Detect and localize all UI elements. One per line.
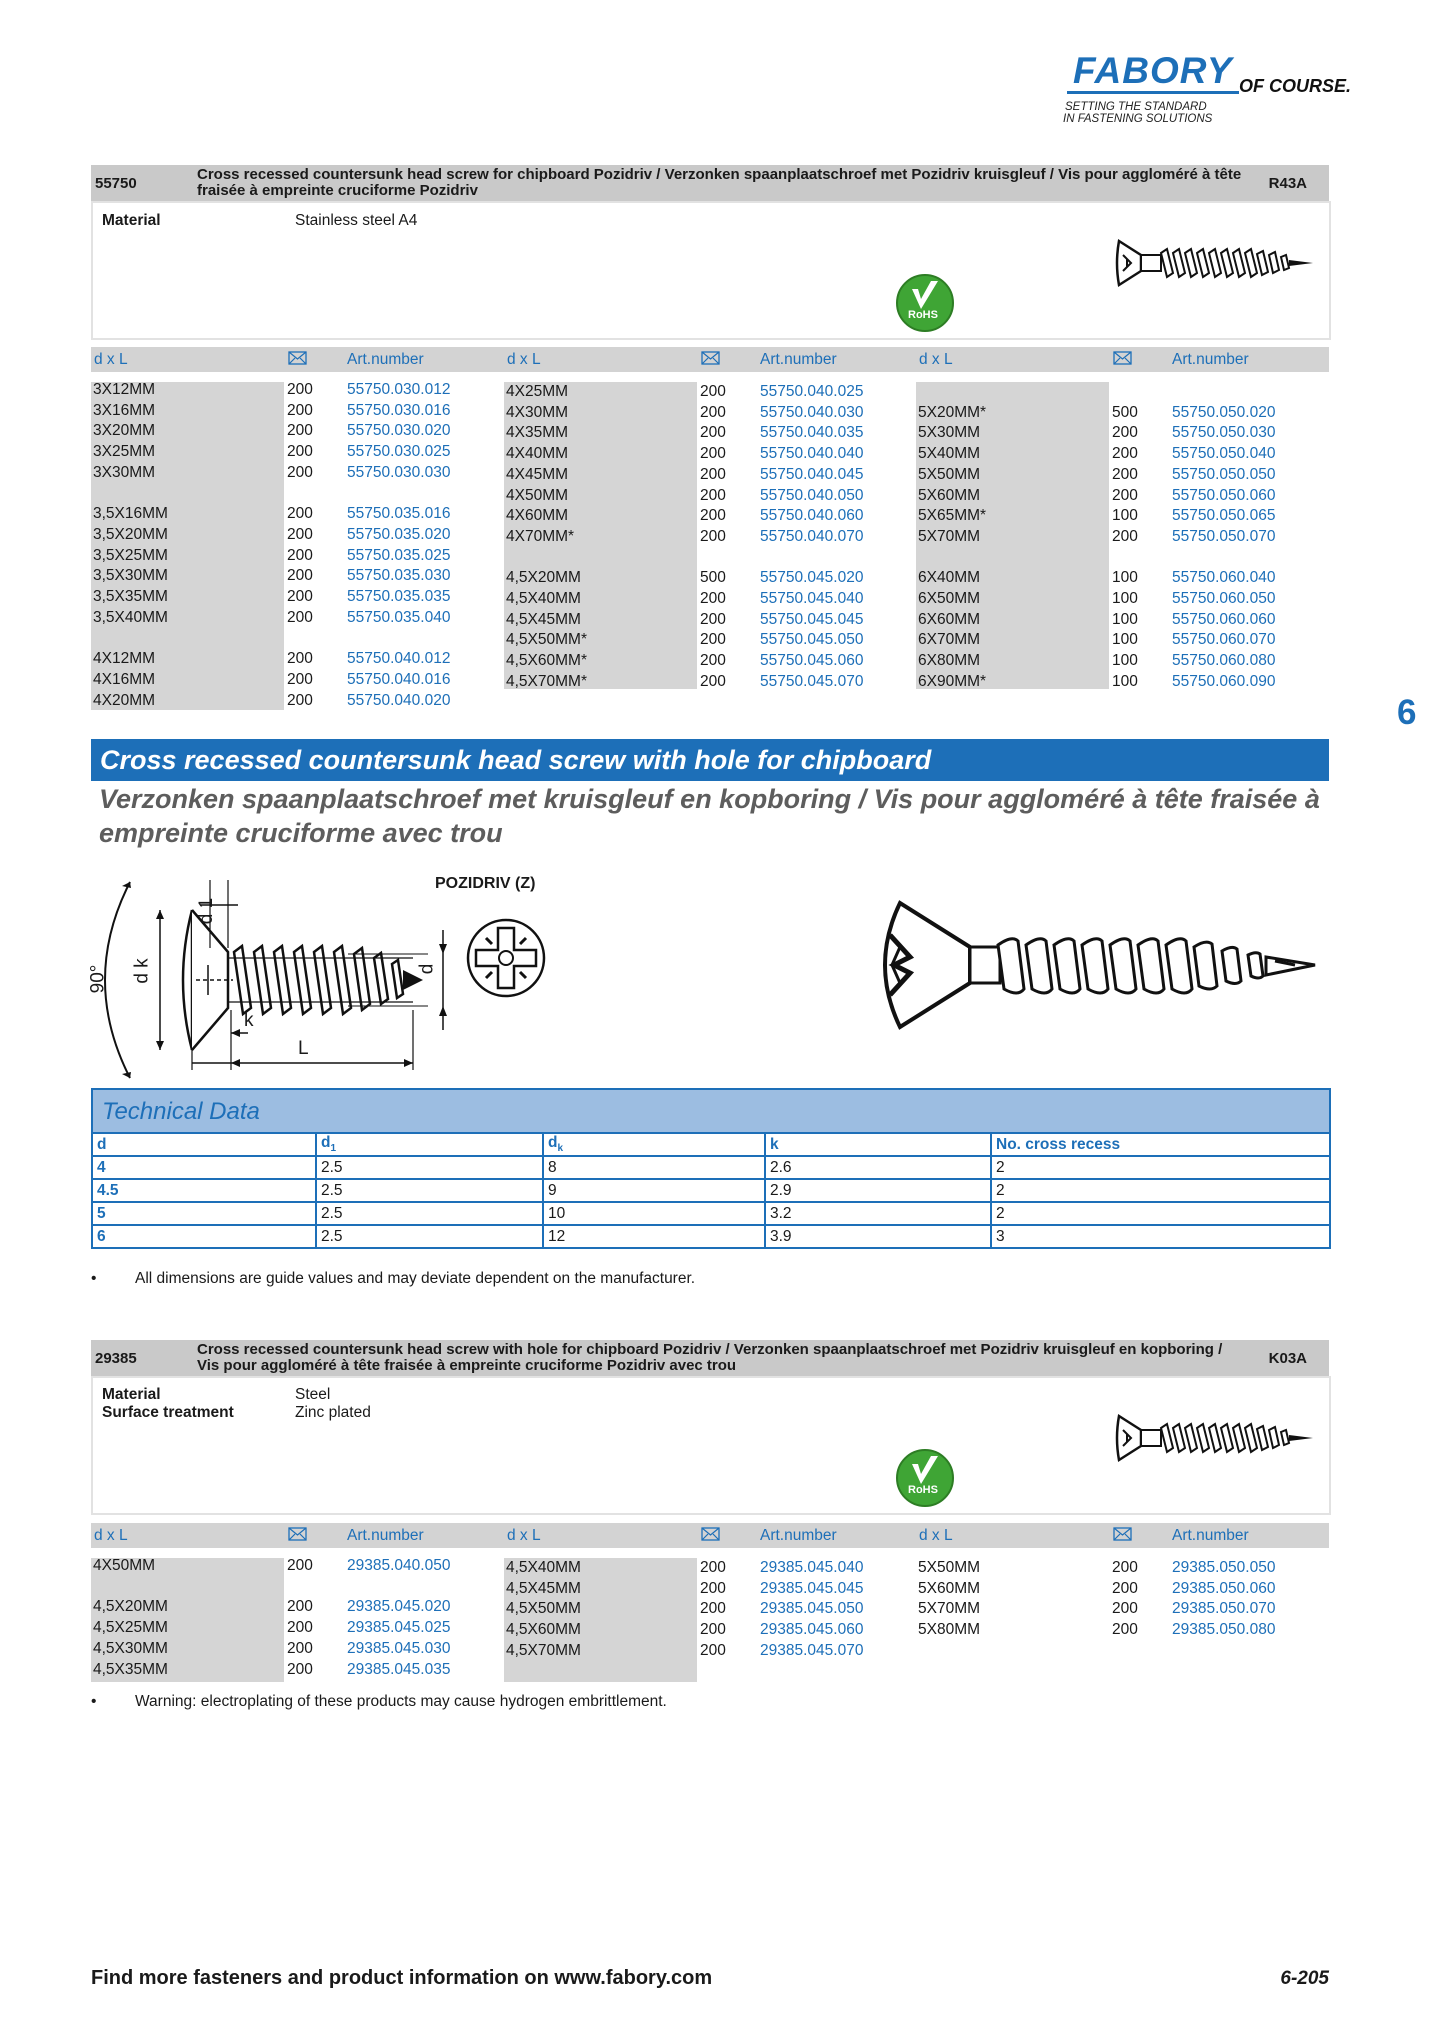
rohs-label: RoHS xyxy=(908,309,938,321)
article-number-link[interactable]: 55750.050.040 xyxy=(1172,445,1276,463)
product2-number: 29385 xyxy=(95,1350,137,1367)
size-cell: 5X70MM xyxy=(918,1600,981,1618)
quantity-cell: 200 xyxy=(287,691,313,709)
technical-data-table xyxy=(91,1088,1331,1249)
article-number-link[interactable]: 29385.045.070 xyxy=(760,1641,864,1659)
rohs-check-icon xyxy=(895,273,955,333)
quantity-cell: 200 xyxy=(700,1559,726,1576)
size-cell: 4,5X30MM xyxy=(93,1639,168,1657)
size-cell: 3X20MM xyxy=(93,422,156,440)
product1-title: Cross recessed countersunk head screw for chipboard Pozidriv / Verzonken spaanplaatschroef met Pozidriv kruisgleuf / Vis pour aggloméré à tête fraisée à empreinte cruciforme Pozidriv xyxy=(197,166,1242,199)
size-cell: 4,5X60MM xyxy=(506,1621,581,1639)
material-label: Material xyxy=(102,1386,161,1403)
quantity-cell: 200 xyxy=(1112,445,1138,463)
quantity-cell: 200 xyxy=(700,527,726,545)
product2-screw-image xyxy=(1113,1408,1319,1468)
quantity-cell: 200 xyxy=(287,1639,313,1657)
header-art-2: Art.number xyxy=(760,1527,837,1544)
brand-underline xyxy=(1067,91,1239,94)
quantity-cell: 100 xyxy=(1112,610,1138,628)
section-title-bar xyxy=(91,739,1329,781)
brand-tagline-2: IN FASTENING SOLUTIONS xyxy=(1063,113,1213,125)
size-cell: 4,5X45MM xyxy=(506,1579,581,1597)
quantity-cell: 200 xyxy=(700,1641,726,1659)
size-cell: 4X50MM xyxy=(506,486,569,504)
td-d1: 2.5 xyxy=(316,1225,543,1247)
article-number-link[interactable]: 29385.050.080 xyxy=(1172,1621,1276,1639)
quantity-cell: 100 xyxy=(1112,631,1138,649)
article-number-link[interactable]: 55750.040.060 xyxy=(760,507,864,525)
quantity-cell: 200 xyxy=(1112,424,1138,442)
size-cell: 3,5X16MM xyxy=(93,505,168,523)
article-number-link[interactable]: 55750.035.025 xyxy=(347,546,451,564)
article-number-link[interactable]: 55750.035.030 xyxy=(347,567,451,585)
th-dk xyxy=(543,1134,765,1156)
article-number-link[interactable]: 55750.050.070 xyxy=(1172,527,1276,545)
article-number-link[interactable]: 55750.040.012 xyxy=(347,650,451,668)
size-cell: 5X60MM xyxy=(918,1579,981,1597)
size-cell: 5X80MM xyxy=(918,1621,981,1639)
table-row xyxy=(93,1156,1329,1179)
article-number-link[interactable]: 55750.050.065 xyxy=(1172,507,1276,525)
technical-data-title: Technical Data xyxy=(102,1098,260,1125)
header-art-3: Art.number xyxy=(1172,351,1249,368)
article-number-link[interactable]: 55750.045.040 xyxy=(760,590,864,607)
article-number-link[interactable]: 55750.060.090 xyxy=(1172,672,1276,690)
article-number-link[interactable]: 29385.045.050 xyxy=(760,1600,864,1618)
section-title: Cross recessed countersunk head screw with hole for chipboard xyxy=(100,745,932,775)
technical-note-text: All dimensions are guide values and may deviate dependent on the manufacturer. xyxy=(135,1270,696,1287)
article-number-link[interactable]: 55750.030.016 xyxy=(347,401,451,419)
bullet: • xyxy=(91,1693,97,1710)
article-number-link[interactable]: 55750.040.025 xyxy=(760,383,864,400)
quantity-cell: 200 xyxy=(700,1600,726,1618)
quantity-cell: 200 xyxy=(700,445,726,463)
envelope-icon xyxy=(701,1527,720,1541)
td-d1: 2.5 xyxy=(316,1202,543,1225)
surface-label: Surface treatment xyxy=(102,1404,234,1421)
article-number-link[interactable]: 55750.030.025 xyxy=(347,443,451,461)
article-number-link[interactable]: 29385.050.070 xyxy=(1172,1600,1276,1618)
header-dxl-3: d x L xyxy=(919,351,953,368)
th-d1 xyxy=(316,1134,543,1156)
product1-number: 55750 xyxy=(95,175,137,192)
size-cell: 5X50MM xyxy=(918,465,981,483)
quantity-cell: 200 xyxy=(700,383,726,400)
article-number-link[interactable]: 55750.060.080 xyxy=(1172,652,1276,670)
td-recess: 2 xyxy=(991,1202,1329,1225)
header-art-1: Art.number xyxy=(347,1527,424,1544)
size-cell: 4X16MM xyxy=(93,670,156,688)
article-number-link[interactable]: 29385.045.030 xyxy=(347,1639,451,1657)
quantity-cell: 200 xyxy=(287,546,313,564)
article-number-link[interactable]: 29385.045.020 xyxy=(347,1598,451,1616)
label-k: k xyxy=(244,1010,254,1031)
quantity-cell: 200 xyxy=(1112,1600,1138,1618)
size-cell: 4,5X50MM xyxy=(506,1600,581,1618)
size-cell: 4,5X70MM xyxy=(506,1641,581,1659)
size-cell: 4X40MM xyxy=(506,445,569,463)
product2-code: K03A xyxy=(1268,1350,1307,1367)
th-d: d xyxy=(93,1134,316,1156)
size-cell: 5X40MM xyxy=(918,445,981,463)
quantity-cell: 200 xyxy=(1112,1579,1138,1597)
material-value: Steel xyxy=(295,1386,331,1403)
quantity-cell: 200 xyxy=(1112,486,1138,504)
th-d1-text: d xyxy=(321,1134,331,1152)
table-row xyxy=(93,1202,1329,1225)
size-cell: 6X60MM xyxy=(918,610,981,628)
article-number-link[interactable]: 55750.035.035 xyxy=(347,588,451,605)
size-cell: 5X60MM xyxy=(918,486,981,504)
size-cell: 4,5X40MM xyxy=(506,590,581,607)
product1-code: R43A xyxy=(1268,175,1307,192)
size-cell: 6X40MM xyxy=(918,569,981,587)
article-number-link[interactable]: 29385.045.040 xyxy=(760,1559,864,1576)
article-number-link[interactable]: 29385.045.060 xyxy=(760,1621,864,1639)
article-number-link[interactable]: 55750.040.030 xyxy=(760,403,864,421)
quantity-cell: 200 xyxy=(1112,1621,1138,1639)
warning-note-text: Warning: electroplating of these products may cause hydrogen embrittlement. xyxy=(135,1693,667,1710)
size-cell: 5X20MM* xyxy=(918,403,987,421)
size-cell: 3X12MM xyxy=(93,381,156,398)
size-cell: 4,5X60MM* xyxy=(506,652,587,670)
header-art-1: Art.number xyxy=(347,351,424,368)
size-cell: 4X20MM xyxy=(93,691,156,709)
td-dk: 8 xyxy=(543,1156,765,1179)
quantity-cell: 500 xyxy=(700,569,726,587)
quantity-cell: 200 xyxy=(287,463,313,481)
article-number-link[interactable]: 29385.045.025 xyxy=(347,1619,451,1637)
td-recess: 3 xyxy=(996,1227,1005,1245)
quantity-cell: 200 xyxy=(1112,1559,1138,1576)
article-number-link[interactable]: 55750.040.040 xyxy=(760,445,864,463)
size-cell: 4,5X35MM xyxy=(93,1660,168,1678)
quantity-cell: 200 xyxy=(287,1598,313,1616)
envelope-icon xyxy=(1113,1527,1132,1541)
td-recess: 2 xyxy=(991,1156,1329,1179)
size-cell: 4X12MM xyxy=(93,650,156,668)
article-number-link[interactable]: 55750.050.050 xyxy=(1172,465,1276,483)
quantity-cell: 200 xyxy=(700,1579,726,1597)
size-cell: 3,5X40MM xyxy=(93,608,168,626)
product2-header xyxy=(91,1340,1329,1376)
quantity-cell: 200 xyxy=(287,588,313,605)
label-dk: d k xyxy=(131,958,153,984)
label-d: d xyxy=(416,963,438,975)
label-pozidriv: POZIDRIV (Z) xyxy=(435,875,536,892)
header-dxl-1: d x L xyxy=(94,1527,128,1544)
th-dk-sub: k xyxy=(557,1143,564,1155)
quantity-cell: 200 xyxy=(1112,465,1138,483)
rohs-check-icon xyxy=(895,1448,955,1508)
size-cell: 3X16MM xyxy=(93,401,156,419)
envelope-icon xyxy=(1113,351,1132,365)
product1-header xyxy=(91,165,1329,201)
header-dxl-1: d x L xyxy=(94,351,128,368)
label-angle: 90° xyxy=(87,964,109,994)
size-cell: 4X45MM xyxy=(506,465,569,483)
quantity-cell: 200 xyxy=(287,525,313,543)
article-number-link[interactable]: 55750.040.045 xyxy=(760,465,864,483)
header-art-2: Art.number xyxy=(760,351,837,368)
size-cell: 4X25MM xyxy=(506,383,569,400)
envelope-icon xyxy=(701,351,720,365)
material-value: Stainless steel A4 xyxy=(295,212,418,229)
article-number-link[interactable]: 55750.045.070 xyxy=(760,672,864,690)
quantity-cell: 200 xyxy=(287,381,313,398)
size-cell: 4,5X45MM xyxy=(506,610,581,628)
th-d1-sub: 1 xyxy=(330,1143,337,1155)
article-number-link[interactable]: 29385.045.045 xyxy=(760,1579,864,1597)
size-cell: 6X90MM* xyxy=(918,672,987,690)
footer-text: Find more fasteners and product information on www.fabory.com xyxy=(91,1967,713,1989)
td-k: 3.9 xyxy=(765,1225,991,1247)
size-cell: 3X25MM xyxy=(93,443,156,461)
header-dxl-3: d x L xyxy=(919,1527,953,1544)
size-cell: 3,5X30MM xyxy=(93,567,168,585)
size-cell: 5X70MM xyxy=(918,527,981,545)
article-number-link[interactable]: 55750.060.040 xyxy=(1172,569,1276,587)
rohs-badge xyxy=(895,1448,955,1508)
article-number-link[interactable]: 55750.035.020 xyxy=(347,525,451,543)
size-cell: 4,5X25MM xyxy=(93,1619,168,1637)
td-dk: 10 xyxy=(543,1202,765,1225)
size-cell: 6X70MM xyxy=(918,631,981,649)
brand-logo xyxy=(1063,50,1353,135)
article-number-link[interactable]: 55750.045.020 xyxy=(760,569,864,587)
bullet: • xyxy=(91,1270,97,1287)
td-dk: 9 xyxy=(543,1179,765,1202)
product2-material-box xyxy=(91,1376,1331,1515)
td-dk: 12 xyxy=(543,1225,765,1247)
label-d1: d 1 xyxy=(196,897,218,925)
size-cell: 4,5X70MM* xyxy=(506,672,587,690)
header-art-3: Art.number xyxy=(1172,1527,1249,1544)
rohs-label: RoHS xyxy=(908,1484,938,1496)
quantity-cell: 200 xyxy=(700,1621,726,1639)
quantity-cell: 200 xyxy=(700,590,726,607)
size-cell: 5X50MM xyxy=(918,1559,981,1576)
technical-data-header-row xyxy=(93,1134,1329,1156)
quantity-cell: 200 xyxy=(287,505,313,523)
td-d: 6 xyxy=(93,1225,316,1247)
size-cell: 4X60MM xyxy=(506,507,569,525)
envelope-icon xyxy=(288,351,307,365)
envelope-icon xyxy=(288,1527,307,1541)
article-number-link[interactable]: 55750.050.060 xyxy=(1172,486,1276,504)
brand-name: FABORY xyxy=(1073,50,1233,91)
td-k: 2.9 xyxy=(765,1179,991,1202)
td-d1: 2.5 xyxy=(316,1179,543,1202)
article-number-link[interactable]: 55750.045.060 xyxy=(760,652,864,670)
product2-table-header xyxy=(91,1523,1329,1548)
product1-table-header xyxy=(91,347,1329,372)
surface-value: Zinc plated xyxy=(295,1404,371,1421)
quantity-cell: 100 xyxy=(1112,590,1138,607)
size-cell: 3,5X35MM xyxy=(93,588,168,605)
td-d1: 2.5 xyxy=(316,1156,543,1179)
screw-illustration xyxy=(870,895,1330,1035)
product1-screw-image xyxy=(1113,233,1319,293)
quantity-cell: 200 xyxy=(287,608,313,626)
product1-material-box xyxy=(91,201,1331,340)
article-number-link[interactable]: 55750.050.020 xyxy=(1172,403,1276,421)
size-cell: 3,5X20MM xyxy=(93,525,168,543)
article-number-link[interactable]: 55750.040.020 xyxy=(347,691,451,709)
quantity-cell: 200 xyxy=(700,465,726,483)
quantity-cell: 100 xyxy=(1112,507,1138,525)
label-L: L xyxy=(298,1038,309,1059)
article-number-link[interactable]: 55750.035.016 xyxy=(347,505,451,523)
article-number-link[interactable]: 29385.050.050 xyxy=(1172,1559,1276,1576)
quantity-cell: 200 xyxy=(287,1557,313,1574)
quantity-cell: 200 xyxy=(287,650,313,668)
article-number-link[interactable]: 29385.040.050 xyxy=(347,1557,451,1574)
article-number-link[interactable]: 55750.030.012 xyxy=(347,381,451,398)
quantity-cell: 200 xyxy=(700,652,726,670)
article-number-link[interactable]: 29385.045.035 xyxy=(347,1660,451,1678)
td-k: 3.2 xyxy=(765,1202,991,1225)
quantity-cell: 200 xyxy=(287,567,313,585)
technical-data-title-bar xyxy=(93,1090,1329,1134)
th-k: k xyxy=(765,1134,991,1156)
article-number-link[interactable]: 55750.040.070 xyxy=(760,527,864,545)
brand-tagline-1: SETTING THE STANDARD xyxy=(1065,101,1207,113)
article-number-link[interactable]: 55750.035.040 xyxy=(347,608,451,626)
td-d: 4 xyxy=(93,1156,316,1179)
td-d: 5 xyxy=(93,1202,316,1225)
chapter-marker: 6 xyxy=(1397,693,1417,732)
quantity-cell: 200 xyxy=(700,631,726,649)
size-cell: 4,5X40MM xyxy=(506,1559,581,1576)
article-number-link[interactable]: 55750.030.020 xyxy=(347,422,451,440)
article-number-link[interactable]: 55750.050.030 xyxy=(1172,424,1276,442)
page-number: 6-205 xyxy=(1280,1968,1329,1989)
quantity-cell: 200 xyxy=(287,401,313,419)
size-cell: 6X50MM xyxy=(918,590,981,607)
quantity-cell: 100 xyxy=(1112,672,1138,690)
quantity-cell: 200 xyxy=(700,403,726,421)
size-cell: 5X65MM* xyxy=(918,507,987,525)
size-cell: 4X30MM xyxy=(506,403,569,421)
quantity-cell: 200 xyxy=(1112,527,1138,545)
quantity-cell: 200 xyxy=(700,672,726,690)
article-number-link[interactable]: 55750.040.035 xyxy=(760,424,864,442)
size-cell: 4,5X50MM* xyxy=(506,631,587,649)
th-dk-text: d xyxy=(548,1134,558,1152)
size-cell: 4X35MM xyxy=(506,424,569,442)
th-recess: No. cross recess xyxy=(991,1134,1329,1156)
quantity-cell: 200 xyxy=(287,1660,313,1678)
article-number-link[interactable]: 55750.060.060 xyxy=(1172,610,1276,628)
article-number-link[interactable]: 55750.060.050 xyxy=(1172,590,1276,607)
table-row xyxy=(93,1179,1329,1202)
article-number-link[interactable]: 55750.030.030 xyxy=(347,463,451,481)
product2-title: Cross recessed countersunk head screw with hole for chipboard Pozidriv / Verzonken spaanplaatschroef met Pozidriv kruisgleuf en kopboring / Vis pour aggloméré à tête fraisée à empreinte cruciforme Pozidriv avec trou xyxy=(197,1341,1223,1374)
article-number-link[interactable]: 55750.045.050 xyxy=(760,631,864,649)
header-dxl-2: d x L xyxy=(507,351,541,368)
table-row xyxy=(93,1225,1329,1247)
article-number-link[interactable]: 55750.060.070 xyxy=(1172,631,1276,649)
article-number-link[interactable]: 55750.040.016 xyxy=(347,670,451,688)
rohs-badge xyxy=(895,273,955,333)
quantity-cell: 500 xyxy=(1112,403,1138,421)
size-cell: 6X80MM xyxy=(918,652,981,670)
quantity-cell: 200 xyxy=(287,422,313,440)
quantity-cell: 200 xyxy=(700,486,726,504)
size-cell: 4X70MM* xyxy=(506,527,575,545)
size-cell: 5X30MM xyxy=(918,424,981,442)
quantity-cell: 200 xyxy=(700,610,726,628)
size-cell: 4,5X20MM xyxy=(93,1598,168,1616)
td-recess: 2 xyxy=(991,1179,1329,1202)
quantity-cell: 200 xyxy=(700,424,726,442)
size-cell: 3,5X25MM xyxy=(93,546,168,564)
quantity-cell: 200 xyxy=(287,1619,313,1637)
quantity-cell: 200 xyxy=(700,507,726,525)
quantity-cell: 200 xyxy=(287,670,313,688)
section-subtitle: Verzonken spaanplaatschroef met kruisgleuf en kopboring / Vis pour aggloméré à tête fraisée à empreinte cruciforme avec trou xyxy=(99,784,1320,848)
td-k: 2.6 xyxy=(765,1156,991,1179)
brand-of-course: OF COURSE. xyxy=(1239,76,1352,96)
quantity-cell: 200 xyxy=(287,443,313,461)
size-cell: 4X50MM xyxy=(93,1557,156,1574)
td-d: 4.5 xyxy=(93,1179,316,1202)
technical-data-grid xyxy=(93,1134,1329,1247)
article-number-link[interactable]: 29385.050.060 xyxy=(1172,1579,1276,1597)
quantity-cell: 100 xyxy=(1112,652,1138,670)
header-dxl-2: d x L xyxy=(507,1527,541,1544)
article-number-link[interactable]: 55750.040.050 xyxy=(760,486,864,504)
size-cell: 4,5X20MM xyxy=(506,569,581,587)
size-cell: 3X30MM xyxy=(93,463,156,481)
material-label: Material xyxy=(102,212,161,229)
technical-drawing xyxy=(88,870,588,1090)
article-number-link[interactable]: 55750.045.045 xyxy=(760,610,864,628)
quantity-cell: 100 xyxy=(1112,569,1138,587)
